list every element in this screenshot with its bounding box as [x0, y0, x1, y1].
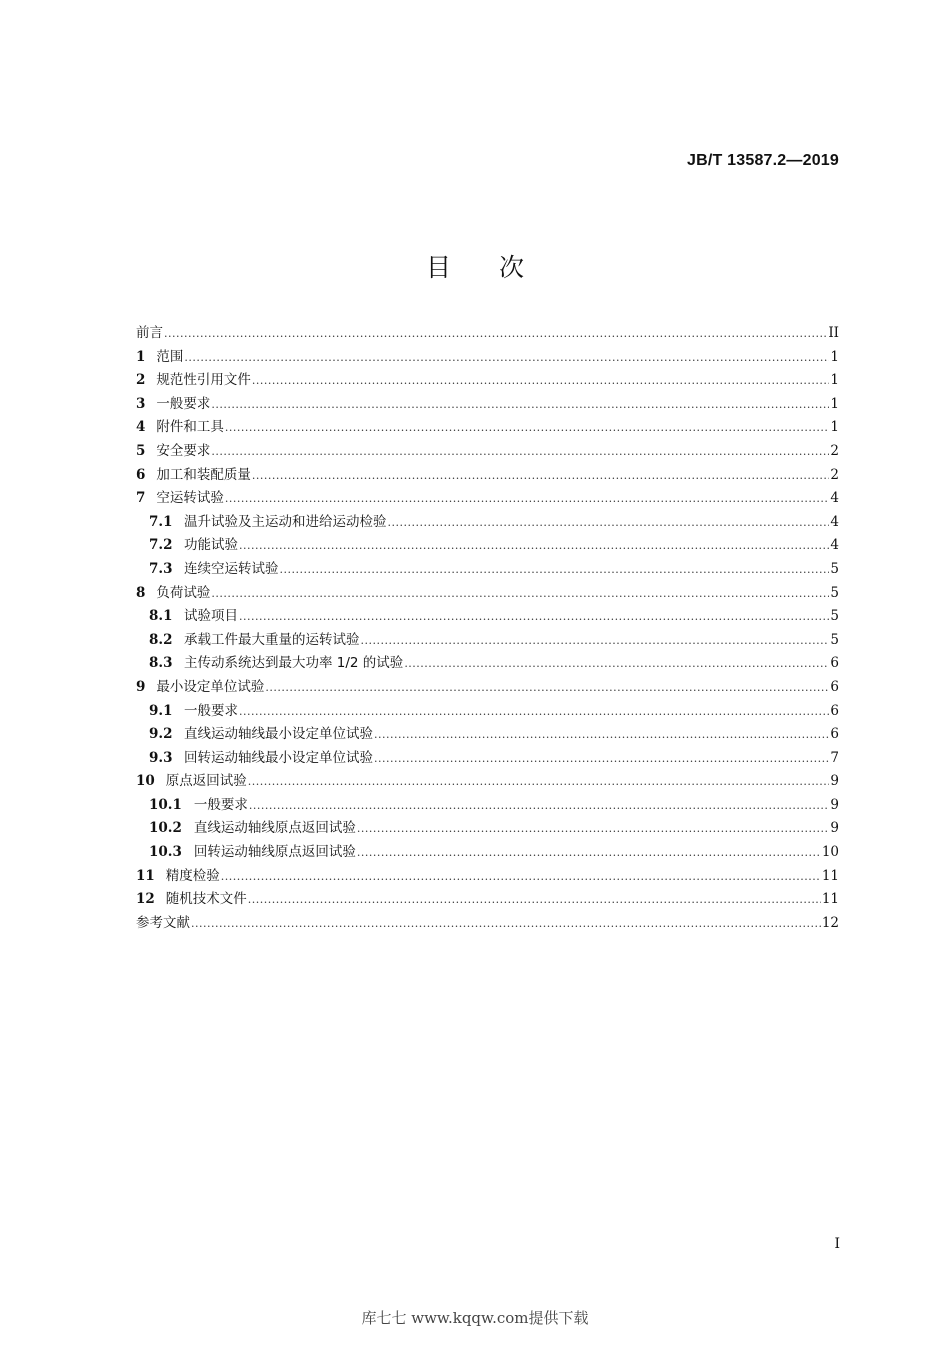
toc-entry-page: 5	[830, 584, 839, 601]
toc-entry-label: 直线运动轴线最小设定单位试验	[184, 726, 373, 743]
toc-dot-leader	[239, 605, 829, 629]
toc-entry-page: 5	[830, 608, 839, 625]
toc-entry-page: 1	[830, 419, 839, 436]
toc-dot-leader	[191, 912, 821, 936]
toc-entry-page: 1	[830, 372, 839, 389]
table-of-contents	[136, 322, 839, 935]
toc-entry-label: 附件和工具	[156, 419, 224, 436]
toc-dot-leader	[239, 534, 829, 558]
toc-entry[interactable]	[136, 322, 839, 346]
toc-entry-number: 9	[136, 678, 146, 695]
toc-entry-page: 7	[830, 749, 839, 766]
toc-entry[interactable]	[136, 652, 839, 676]
page-number: I	[834, 1236, 840, 1252]
toc-entry[interactable]	[136, 817, 839, 841]
toc-entry-page: 4	[830, 537, 839, 554]
toc-entry-label: 承载工件最大重量的运转试验	[184, 631, 360, 648]
toc-dot-leader	[211, 393, 829, 417]
toc-entry[interactable]	[136, 629, 839, 653]
toc-entry-number: 2	[136, 372, 146, 389]
toc-entry[interactable]	[136, 700, 839, 724]
toc-entry[interactable]	[136, 912, 839, 936]
toc-entry-label: 空运转试验	[156, 490, 224, 507]
toc-entry-label: 原点返回试验	[165, 773, 247, 790]
toc-dot-leader	[404, 652, 829, 676]
toc-entry-number: 8.1	[149, 608, 173, 625]
toc-entry-label: 规范性引用文件	[156, 372, 251, 389]
toc-entry-number: 3	[136, 395, 146, 412]
toc-dot-leader	[252, 464, 830, 488]
toc-entry[interactable]	[136, 558, 839, 582]
toc-entry-label: 前言	[136, 325, 163, 341]
toc-entry-page: 2	[830, 466, 839, 483]
toc-entry-page: 6	[830, 678, 839, 695]
toc-entry-page: 1	[830, 348, 839, 365]
toc-entry[interactable]	[136, 676, 839, 700]
toc-entry-number: 8.2	[149, 631, 173, 648]
toc-entry[interactable]	[136, 534, 839, 558]
toc-entry-number: 10.3	[149, 844, 182, 861]
toc-entry-label: 随机技术文件	[165, 891, 247, 908]
toc-entry-label: 功能试验	[184, 537, 238, 554]
toc-entry[interactable]	[136, 346, 839, 370]
toc-dot-leader	[211, 440, 829, 464]
toc-entry-label: 参考文献	[136, 914, 190, 931]
toc-entry[interactable]	[136, 723, 839, 747]
toc-entry-number: 1	[136, 348, 146, 365]
toc-dot-leader	[374, 723, 829, 747]
toc-entry[interactable]	[136, 393, 839, 417]
toc-entry-label: 范围	[156, 348, 184, 365]
page-title: 目次	[425, 253, 572, 282]
toc-entry-number: 9.2	[149, 726, 173, 743]
toc-entry-label: 回转运动轴线最小设定单位试验	[184, 749, 373, 766]
toc-dot-leader	[184, 346, 829, 370]
toc-entry-number: 7	[136, 490, 146, 507]
toc-entry[interactable]	[136, 582, 839, 606]
toc-entry-number: 9.3	[149, 749, 173, 766]
toc-entry[interactable]	[136, 440, 839, 464]
toc-dot-leader	[280, 558, 830, 582]
download-watermark: 库七七 www.kqqw.com提供下载	[361, 1309, 589, 1327]
toc-entry-number: 10.1	[149, 796, 182, 813]
toc-dot-leader	[248, 888, 821, 912]
toc-entry-number: 10	[136, 773, 155, 790]
toc-entry-page: 9	[830, 773, 839, 790]
toc-entry-page: 6	[830, 726, 839, 743]
toc-entry-number: 4	[136, 419, 146, 436]
toc-dot-leader	[164, 322, 827, 346]
toc-entry[interactable]	[136, 747, 839, 771]
toc-entry-page: 4	[830, 513, 839, 530]
toc-dot-leader	[239, 700, 829, 724]
toc-entry-page: 11	[821, 867, 839, 884]
toc-dot-leader	[248, 770, 830, 794]
toc-dot-leader	[225, 416, 830, 440]
toc-entry-page: 11	[821, 891, 839, 908]
toc-entry-label: 回转运动轴线原点返回试验	[193, 844, 356, 861]
toc-entry-label: 一般要求	[184, 702, 238, 719]
toc-entry-label: 安全要求	[156, 442, 211, 459]
toc-dot-leader	[211, 582, 829, 606]
toc-entry-number: 7.1	[149, 513, 173, 530]
toc-entry-label: 加工和装配质量	[156, 466, 251, 483]
toc-entry-page: 6	[830, 655, 839, 672]
toc-entry-number: 12	[136, 891, 155, 908]
toc-entry-label: 试验项目	[184, 608, 238, 625]
standard-number: JB/T 13587.2—2019	[687, 152, 839, 169]
toc-entry-label: 精度检验	[165, 867, 220, 884]
toc-entry[interactable]	[136, 841, 839, 865]
toc-entry[interactable]	[136, 511, 839, 535]
toc-entry-label: 直线运动轴线原点返回试验	[193, 820, 356, 837]
toc-entry-page: II	[828, 325, 839, 341]
toc-entry-number: 7.2	[149, 537, 173, 554]
toc-entry-page: 1	[830, 395, 839, 412]
toc-entry[interactable]	[136, 770, 839, 794]
toc-entry[interactable]	[136, 416, 839, 440]
toc-entry-number: 11	[136, 867, 155, 884]
toc-entry-label: 连续空运转试验	[184, 560, 279, 577]
toc-entry-number: 8	[136, 584, 146, 601]
toc-entry[interactable]	[136, 464, 839, 488]
toc-entry-label: 负荷试验	[156, 584, 211, 601]
toc-entry-label: 最小设定单位试验	[156, 678, 265, 695]
toc-entry[interactable]	[136, 888, 839, 912]
toc-entry-page: 5	[830, 631, 839, 648]
toc-entry-number: 6	[136, 466, 146, 483]
toc-dot-leader	[225, 487, 830, 511]
toc-entry[interactable]	[136, 605, 839, 629]
toc-dot-leader	[388, 511, 830, 535]
toc-entry-number: 5	[136, 442, 146, 459]
toc-entry-page: 10	[821, 844, 839, 861]
toc-dot-leader	[252, 369, 830, 393]
toc-entry[interactable]	[136, 487, 839, 511]
toc-entry-page: 5	[830, 560, 839, 577]
toc-entry-label: 温升试验及主运动和进给运动检验	[184, 513, 387, 530]
toc-entry-label: 一般要求	[156, 395, 211, 412]
toc-entry[interactable]	[136, 369, 839, 393]
toc-entry-page: 12	[821, 914, 839, 931]
toc-dot-leader	[249, 794, 830, 818]
toc-entry-page: 9	[830, 820, 839, 837]
toc-dot-leader	[221, 865, 821, 889]
toc-entry-number: 9.1	[149, 702, 173, 719]
toc-entry[interactable]	[136, 794, 839, 818]
toc-dot-leader	[361, 629, 830, 653]
toc-dot-leader	[357, 817, 830, 841]
toc-entry-label: 主传动系统达到最大功率 1/2 的试验	[184, 655, 404, 672]
toc-entry-number: 10.2	[149, 820, 182, 837]
toc-entry-number: 7.3	[149, 560, 173, 577]
toc-entry-page: 2	[830, 442, 839, 459]
toc-dot-leader	[265, 676, 829, 700]
toc-dot-leader	[374, 747, 829, 771]
toc-entry-page: 4	[830, 490, 839, 507]
toc-entry[interactable]	[136, 865, 839, 889]
toc-entry-page: 9	[830, 796, 839, 813]
toc-dot-leader	[357, 841, 821, 865]
toc-entry-page: 6	[830, 702, 839, 719]
toc-entry-number: 8.3	[149, 655, 173, 672]
toc-entry-label: 一般要求	[193, 796, 248, 813]
